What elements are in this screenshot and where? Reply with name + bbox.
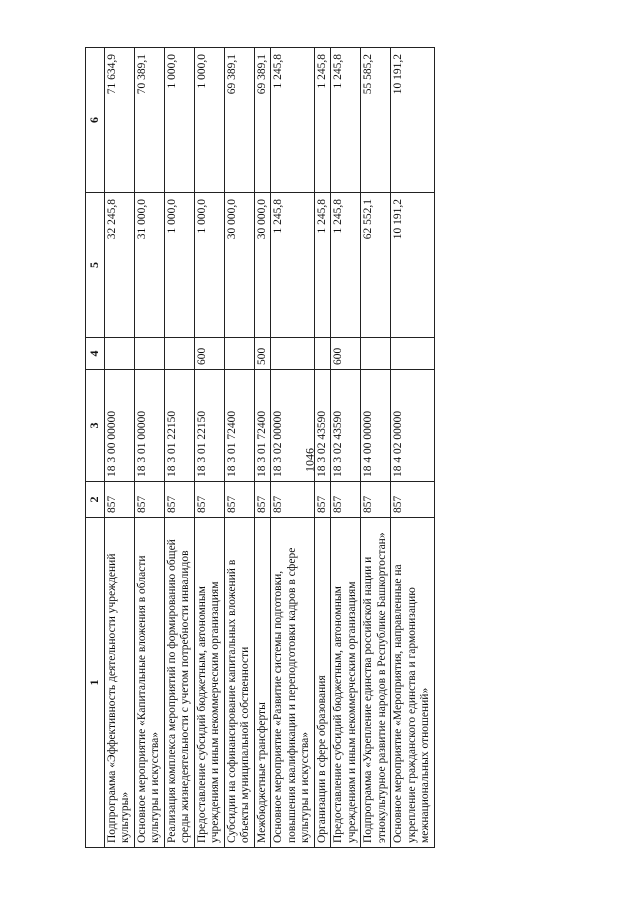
row-ministry-cell: 857 [331,482,361,518]
row-type-cell: 500 [254,338,271,370]
column-header: 1 [86,518,105,848]
row-value6-cell: 1 245,8 [331,48,361,193]
row-name-cell: Основное мероприятие «Капитальные вложения в области культуры и искусства» [134,518,164,848]
row-value5-cell: 30 000,0 [254,193,271,338]
table-row [271,48,315,848]
row-type-cell: 600 [331,338,361,370]
row-type-cell [164,338,194,370]
budget-table-sheet [85,48,500,848]
row-ministry-cell: 857 [314,482,331,518]
row-code-cell: 18 3 01 22150 [164,370,194,482]
row-ministry-cell: 857 [224,482,254,518]
row-value6-cell: 69 389,1 [254,48,271,193]
table-row [134,48,164,848]
column-header: 5 [86,193,105,338]
row-value5-cell: 32 245,8 [104,193,134,338]
row-type-cell [271,338,315,370]
row-ministry-cell: 857 [134,482,164,518]
table-row [194,48,224,848]
row-value6-cell: 1 245,8 [271,48,315,193]
page-number: 1046 [302,448,317,472]
row-name-cell: Подпрограмма «Эффективность деятельности учреждений культуры» [104,518,134,848]
row-ministry-cell: 857 [271,482,315,518]
row-ministry-cell: 857 [194,482,224,518]
row-code-cell: 18 3 00 00000 [104,370,134,482]
row-value5-cell: 30 000,0 [224,193,254,338]
row-ministry-cell: 857 [254,482,271,518]
row-code-cell: 18 3 02 00000 [271,370,315,482]
row-value5-cell: 31 000,0 [134,193,164,338]
row-value5-cell: 1 245,8 [331,193,361,338]
row-value6-cell: 10 191,2 [391,48,435,193]
row-value6-cell: 1 245,8 [314,48,331,193]
table-row [224,48,254,848]
row-name-cell: Реализация комплекса мероприятий по формированию общей среды жизнедеятельности с учетом потребности инвалидов [164,518,194,848]
row-code-cell: 18 3 01 00000 [134,370,164,482]
row-value5-cell: 1 245,8 [314,193,331,338]
row-ministry-cell: 857 [361,482,391,518]
column-header: 3 [86,370,105,482]
row-name-cell: Предоставление субсидий бюджетным, автономным учреждениям и иным некоммерческим организациям [331,518,361,848]
row-ministry-cell: 857 [164,482,194,518]
budget-table [85,47,435,848]
column-header: 6 [86,48,105,193]
row-value6-cell: 69 389,1 [224,48,254,193]
row-code-cell: 18 3 02 43590 [314,370,331,482]
row-ministry-cell: 857 [391,482,435,518]
row-name-cell: Подпрограмма «Укрепление единства российской нации и этнокультурное развитие народов в Республике Башкортостан» [361,518,391,848]
row-value6-cell: 1 000,0 [164,48,194,193]
row-value6-cell: 1 000,0 [194,48,224,193]
row-type-cell: 600 [194,338,224,370]
table-row [391,48,435,848]
table-row [331,48,361,848]
row-name-cell: Организации в сфере образования [314,518,331,848]
table-row [314,48,331,848]
row-type-cell [134,338,164,370]
row-type-cell [391,338,435,370]
table-row [361,48,391,848]
row-type-cell [224,338,254,370]
row-name-cell: Субсидии на софинансирование капитальных вложений в объекты муниципальной собственности [224,518,254,848]
row-value5-cell: 10 191,2 [391,193,435,338]
row-type-cell [314,338,331,370]
row-value5-cell: 1 245,8 [271,193,315,338]
row-value5-cell: 1 000,0 [164,193,194,338]
table-header-row [86,48,105,848]
row-code-cell: 18 4 02 00000 [391,370,435,482]
row-name-cell: Основное мероприятие «Развитие системы подготовки, повышения квалификации и переподготовки кадров в сфере культуры и искусства» [271,518,315,848]
row-name-cell: Предоставление субсидий бюджетным, автономным учреждениям и иным некоммерческим организациям [194,518,224,848]
table-body [104,48,434,848]
row-code-cell: 18 3 01 72400 [254,370,271,482]
row-code-cell: 18 3 01 22150 [194,370,224,482]
row-value5-cell: 1 000,0 [194,193,224,338]
row-code-cell: 18 3 01 72400 [224,370,254,482]
row-value6-cell: 55 585,2 [361,48,391,193]
row-type-cell [361,338,391,370]
column-header: 2 [86,482,105,518]
row-value5-cell: 62 552,1 [361,193,391,338]
table-row [104,48,134,848]
row-name-cell: Основное мероприятие «Мероприятия, направленные на укрепление гражданского единства и гармонизацию межнациональных отношений» [391,518,435,848]
row-type-cell [104,338,134,370]
column-header: 4 [86,338,105,370]
table-row [164,48,194,848]
table-row [254,48,271,848]
row-name-cell: Межбюджетные трансферты [254,518,271,848]
row-value6-cell: 71 634,9 [104,48,134,193]
row-code-cell: 18 3 02 43590 [331,370,361,482]
row-ministry-cell: 857 [104,482,134,518]
row-value6-cell: 70 389,1 [134,48,164,193]
row-code-cell: 18 4 00 00000 [361,370,391,482]
